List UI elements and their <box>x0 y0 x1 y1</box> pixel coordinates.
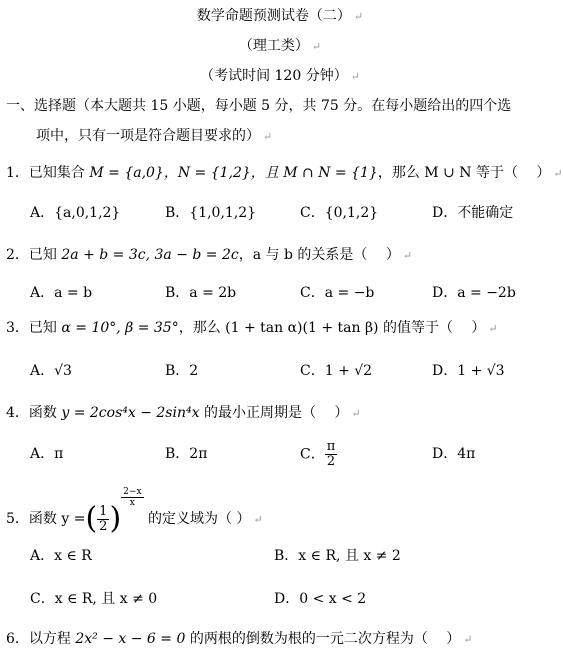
question-5-options-row2 <box>0 589 560 609</box>
q3-prefix: 3．已知 <box>6 320 62 336</box>
question-3-options <box>0 361 560 381</box>
q3-suffix: ，那么 (1 + tan α)(1 + tan β) 的值等于（ ） <box>178 320 486 336</box>
return-mark: ↵ <box>402 249 413 262</box>
exam-title-text: 数学命题预测试卷（二） <box>196 8 351 24</box>
q1-suffix: ，那么 M ∪ N 等于（ ） <box>377 165 551 181</box>
q4-option-c-label: C． <box>300 446 325 463</box>
q3-option-b: B．2 <box>165 363 199 379</box>
exam-subtitle-text: （理工类） <box>238 38 309 54</box>
exam-time-text: （考试时间 120 分钟） <box>200 68 348 84</box>
q2-math: 2a + b = 3c, 3a − b = 2c <box>61 247 239 263</box>
q3-option-c: C．1 + √2 <box>300 363 373 379</box>
q4-math: y = 2cos⁴x − 2sin⁴x <box>61 405 200 421</box>
q4-option-b: B．2π <box>165 446 208 462</box>
question-1-stem <box>6 163 563 184</box>
return-mark: ↵ <box>463 633 473 646</box>
q4-option-c <box>300 440 337 469</box>
q6-prefix: 6．以方程 <box>6 631 76 647</box>
fraction-denominator: 2 <box>326 454 336 469</box>
question-4-options <box>0 440 560 474</box>
question-5-options-row1 <box>0 546 560 566</box>
return-mark: ↵ <box>253 513 263 526</box>
section-heading-text2: 项中，只有一项是符合题目要求的） <box>36 128 260 144</box>
return-mark: ↵ <box>353 10 364 23</box>
question-2-options <box>0 283 560 303</box>
q1-prefix: 1．已知集合 <box>6 165 90 181</box>
exponent-denominator: x <box>129 498 135 508</box>
exam-time <box>0 66 560 87</box>
q1-option-a: A．{a,0,1,2} <box>30 205 121 221</box>
section-heading-text1: 一、选择题（本大题共 15 小题，每小题 5 分，共 75 分。在每小题给出的四个选 <box>6 98 512 114</box>
question-6-stem <box>6 629 473 650</box>
return-mark: ↵ <box>488 322 498 335</box>
q4-option-d: D．4π <box>432 446 476 462</box>
question-4-stem <box>6 403 361 424</box>
q6-suffix: 的两根的倒数为根的一元二次方程为（ ） <box>185 631 461 647</box>
q2-option-d: D．a = −2b <box>432 285 516 301</box>
fraction-numerator: π <box>326 439 336 454</box>
q3-math: α = 10°, β = 35° <box>61 320 179 336</box>
exam-title <box>0 6 560 27</box>
q1-option-d: D．不能确定 <box>432 205 514 221</box>
return-mark: ↵ <box>553 167 563 180</box>
q2-prefix: 2．已知 <box>6 247 62 263</box>
question-3-stem <box>6 318 498 339</box>
fraction-numerator: 1 <box>99 503 108 519</box>
return-mark: ↵ <box>263 130 273 143</box>
q4-option-a: A．π <box>30 446 64 462</box>
q4-option-c-fraction <box>325 440 338 469</box>
q6-math: 2x² − x − 6 = 0 <box>75 631 186 647</box>
q4-prefix: 4．函数 <box>6 405 62 421</box>
q5-option-a: A．x ∈ R <box>30 548 92 564</box>
q5-base-fraction <box>97 505 109 534</box>
question-1-options <box>0 203 560 223</box>
q3-option-d: D．1 + √3 <box>432 363 505 379</box>
exam-subtitle <box>0 36 560 57</box>
section-heading-line2 <box>36 126 272 147</box>
q2-suffix: ，a 与 b 的关系是（ ） <box>238 247 400 263</box>
section-heading-line1 <box>6 96 511 116</box>
q5-suffix: 的定义域为（ ） <box>143 511 251 527</box>
q2-option-a: A．a = b <box>30 285 93 301</box>
q2-option-b: B．a = 2b <box>165 285 237 301</box>
q3-option-a: A．√3 <box>30 363 72 379</box>
q2-option-c: C．a = −b <box>300 285 375 301</box>
q5-prefix: 5．函数 y = <box>6 511 86 527</box>
q1-option-b: B．{1,0,1,2} <box>165 205 257 221</box>
q5-exponent-fraction <box>121 487 143 508</box>
exponent-numerator: 2−x <box>123 487 142 497</box>
fraction-denominator: 2 <box>99 518 108 534</box>
q5-option-c: C．x ∈ R, 且 x ≠ 0 <box>30 591 158 607</box>
right-paren: ) <box>109 501 122 536</box>
q5-option-d: D．0 < x < 2 <box>274 591 367 607</box>
q1-option-c: C．{0,1,2} <box>300 205 379 221</box>
q5-option-b: B．x ∈ R, 且 x ≠ 2 <box>274 548 401 564</box>
return-mark: ↵ <box>311 40 322 53</box>
question-2-stem <box>6 245 412 266</box>
left-paren: ( <box>85 501 98 536</box>
q1-math: M = {a,0}，N = {1,2}，且 M ∩ N = {1} <box>89 165 378 181</box>
question-5-stem <box>6 487 263 536</box>
q4-suffix: 的最小正周期是（ ） <box>199 405 349 421</box>
return-mark: ↵ <box>351 407 361 420</box>
return-mark: ↵ <box>350 70 360 83</box>
